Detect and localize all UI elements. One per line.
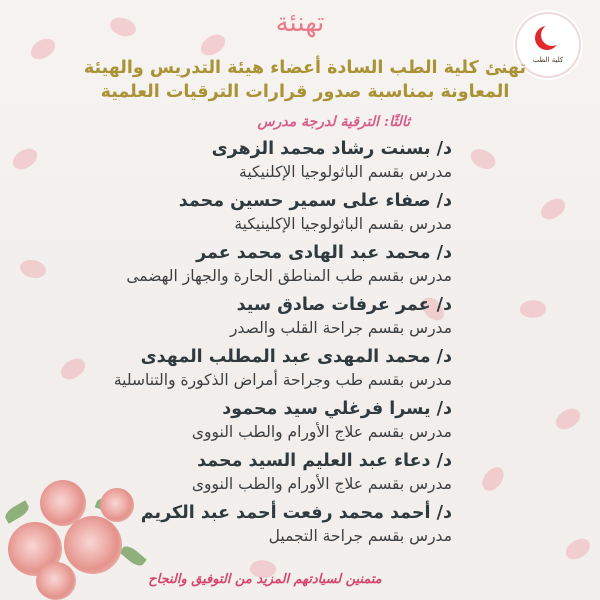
doctor-name: د/ أحمد محمد رفعت أحمد عبد الكريم bbox=[140, 503, 452, 523]
logo-label: كلية الطب bbox=[532, 56, 564, 64]
leaf-icon bbox=[3, 500, 32, 523]
petal-decoration bbox=[467, 144, 498, 175]
petal-decoration bbox=[519, 298, 548, 320]
doctor-name: د/ محمد عبد الهادى محمد عمر bbox=[196, 243, 452, 263]
doctor-name: د/ بسنت رشاد محمد الزهرى bbox=[211, 139, 452, 159]
rose-icon bbox=[100, 488, 134, 522]
rose-icon bbox=[64, 516, 122, 574]
department: مدرس بقسم جراحة القلب والصدر bbox=[230, 319, 452, 337]
doctor-name: د/ دعاء عبد العليم السيد محمد bbox=[197, 451, 452, 471]
list-item bbox=[20, 292, 452, 344]
department: مدرس بقسم علاج الأورام والطب النووى bbox=[191, 423, 452, 441]
doctor-name: د/ محمد المهدى عبد المطلب المهدى bbox=[140, 347, 452, 367]
list-item bbox=[20, 240, 452, 292]
list-item bbox=[20, 344, 452, 396]
department: مدرس بقسم طب وجراحة أمراض الذكورة والتناسلية bbox=[113, 371, 452, 389]
petal-decoration bbox=[477, 464, 508, 495]
petal-decoration bbox=[553, 406, 584, 432]
petal-decoration bbox=[28, 36, 59, 62]
department: مدرس بقسم الباثولوجيا الإكلنيكية bbox=[239, 163, 452, 181]
list-item bbox=[20, 136, 452, 188]
department: مدرس بقسم الباثولوجيا الإكلينيكية bbox=[234, 215, 452, 233]
rose-icon bbox=[36, 562, 76, 600]
doctor-name: د/ يسرا فرغلي سيد محمود bbox=[222, 399, 452, 419]
section-heading: ثالثًا: الترقية لدرجة مدرس bbox=[257, 114, 410, 130]
leaf-icon bbox=[119, 543, 147, 569]
intro-line-1: تهنئ كلية الطب السادة أعضاء هيئة التدريس والهيئة bbox=[83, 58, 527, 78]
list-item bbox=[20, 396, 452, 448]
intro-line-2: المعاونة بمناسبة صدور قرارات الترقيات العلمية bbox=[100, 82, 510, 102]
page-title: تهنئة bbox=[275, 8, 325, 38]
intro-text bbox=[70, 56, 540, 104]
list-item bbox=[20, 188, 452, 240]
doctor-name: د/ صفاء على سمير حسين محمد bbox=[178, 191, 452, 211]
closing-wish: متمنين لسيادتهم المزيد من التوفيق والنجاح bbox=[148, 572, 382, 587]
department: مدرس بقسم طب المناطق الحارة والجهاز الهضمى bbox=[126, 267, 452, 285]
petal-decoration bbox=[563, 536, 594, 562]
doctor-name: د/ عمر عرفات صادق سيد bbox=[236, 295, 452, 315]
department: مدرس بقسم علاج الأورام والطب النووى bbox=[191, 475, 452, 493]
petal-decoration bbox=[538, 196, 569, 222]
department: مدرس بقسم جراحة التجميل bbox=[268, 527, 452, 545]
